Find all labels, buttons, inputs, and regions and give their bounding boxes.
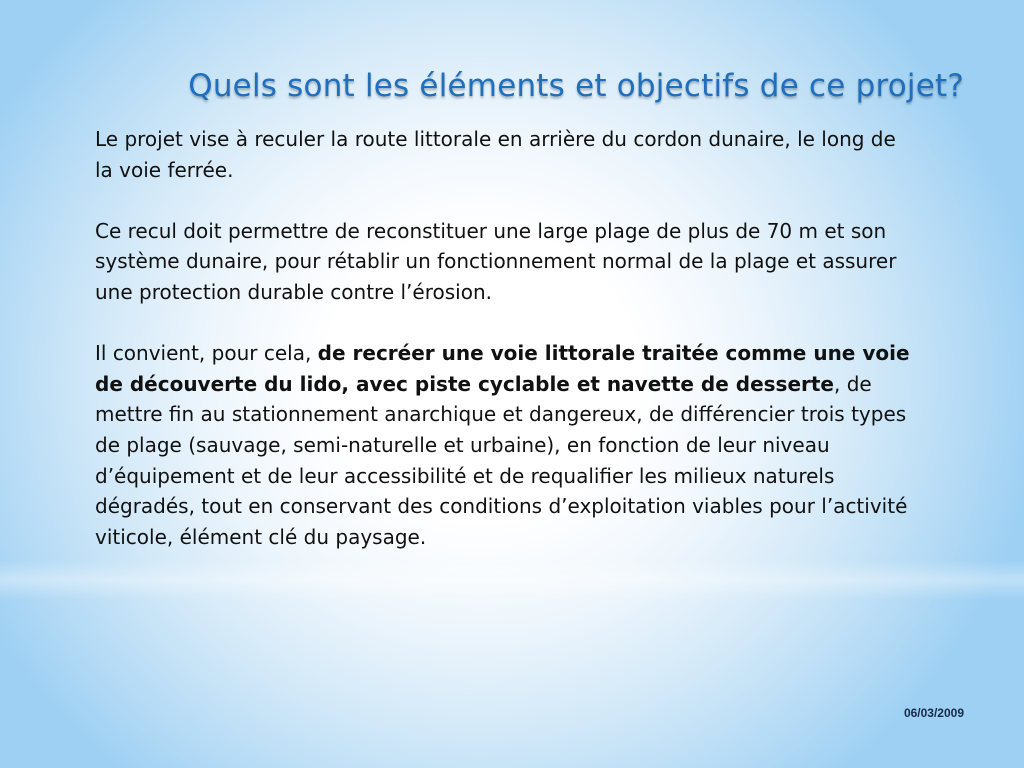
paragraph-actions-rest: , de mettre fin au stationnement anarchique et dangereux, de différencier trois types de plage (sauvage, semi-naturelle et urbaine), en fonction de leur niveau d’équipement et de leur accessibilité et de requalifier les milieux naturels dégradés, tout en conservant des conditions d’exploitation viables pour l’activité viticole, élément clé du paysage. [95, 371, 908, 549]
paragraph-actions-emphasis: de recréer une voie littorale traitée comme une voie de découverte du lido, avec piste cyclable et navette de desserte [95, 341, 910, 396]
slide-title: Quels sont les éléments et objectifs de ce projet? [188, 68, 964, 104]
paragraph-plage-reconstitution: Ce recul doit permettre de reconstituer une large plage de plus de 70 m et son système dunaire, pour rétablir un fonctionnement normal de la plage et assurer une protection durable contre l’érosion. [95, 218, 897, 304]
paragraph-actions-lead: Il convient, pour cela, [95, 341, 318, 366]
paragraph-route-recul: Le projet vise à reculer la route littorale en arrière du cordon dunaire, le long de la voie ferrée. [95, 127, 896, 182]
slide-date: 06/03/2009 [903, 706, 964, 720]
paragraph-actions [95, 338, 915, 552]
slide-body [95, 124, 915, 552]
background-light-band [0, 560, 1024, 600]
